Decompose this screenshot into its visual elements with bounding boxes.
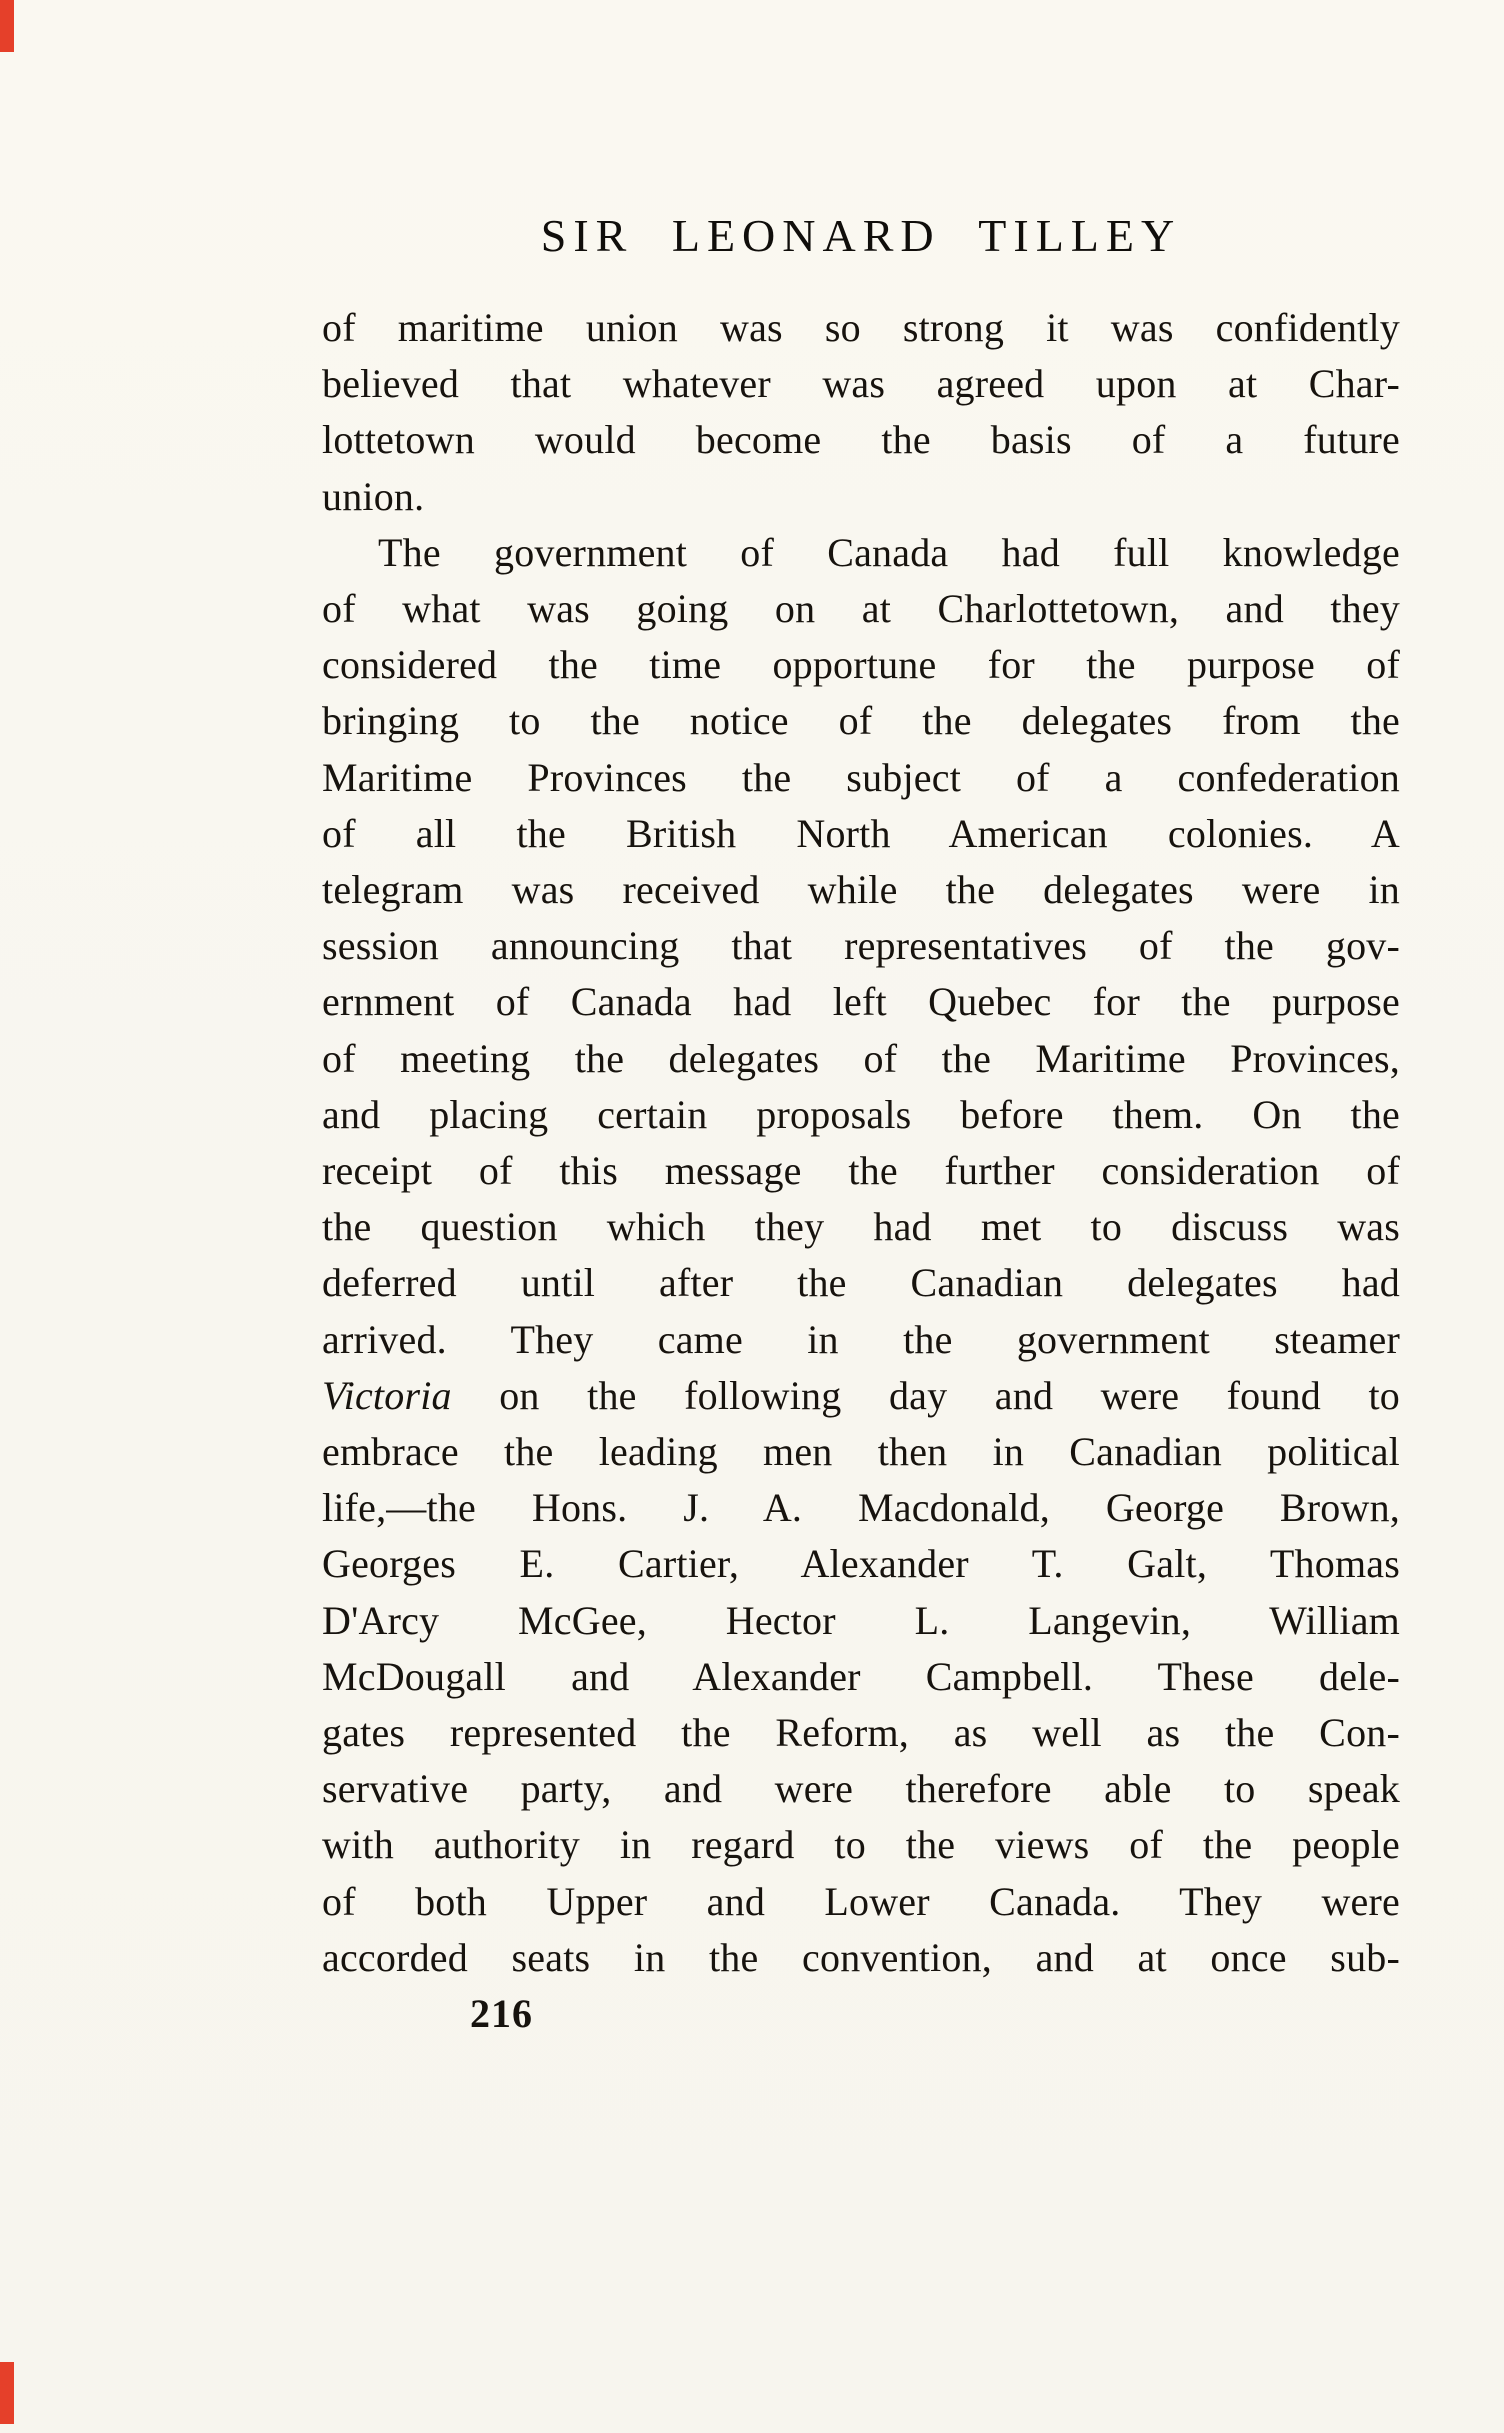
text-line: of meeting the delegates of the Maritime Provinces, xyxy=(322,1035,1400,1081)
text-line: receipt of this message the further consideration of xyxy=(322,1148,1400,1194)
text-line: and placing certain proposals before them. On the xyxy=(322,1091,1400,1137)
text-line-paragraph-end: union. xyxy=(322,473,425,519)
text-line: McDougall and Alexander Campbell. These dele- xyxy=(322,1653,1400,1699)
text-line: embrace the leading men then in Canadian political xyxy=(322,1429,1400,1475)
text-line: of all the British North American colonies. A xyxy=(322,810,1400,856)
text-line-with-italic xyxy=(322,1368,1400,1424)
text-line: of both Upper and Lower Canada. They were xyxy=(322,1878,1400,1924)
text-line: D'Arcy McGee, Hector L. Langevin, William xyxy=(322,1597,1400,1643)
text-line: of maritime union was so strong it was confidently xyxy=(322,305,1400,350)
text-line: believed that whatever was agreed upon at Char- xyxy=(322,361,1400,407)
text-line: bringing to the notice of the delegates from the xyxy=(322,698,1400,744)
page-header: SIR LEONARD TILLEY xyxy=(540,210,1182,261)
text-line: session announcing that representatives of the gov- xyxy=(322,923,1400,969)
italic-word-victoria: Victoria xyxy=(322,1372,452,1418)
scan-artifact-bottom-left xyxy=(0,2362,14,2424)
text-line: life,—the Hons. J. A. Macdonald, George Brown, xyxy=(322,1485,1400,1531)
scan-artifact-top-left xyxy=(0,0,14,52)
text-line-continuation: on the following day and were found to xyxy=(451,1372,1400,1418)
text-line: with authority in regard to the views of the people xyxy=(322,1822,1400,1868)
text-line: lottetown would become the basis of a future xyxy=(322,417,1400,463)
text-line: ernment of Canada had left Quebec for the purpose xyxy=(322,979,1400,1025)
text-line: considered the time opportune for the purpose of xyxy=(322,642,1400,688)
text-line: Maritime Provinces the subject of a confederation xyxy=(322,754,1400,800)
text-line: Georges E. Cartier, Alexander T. Galt, Thomas xyxy=(322,1541,1400,1587)
text-line: telegram was received while the delegates were in xyxy=(322,867,1400,913)
page-number: 216 xyxy=(470,1991,533,2037)
text-line: the question which they had met to discuss was xyxy=(322,1204,1400,1250)
text-line: gates represented the Reform, as well as the Con- xyxy=(322,1710,1400,1756)
text-line: servative party, and were therefore able to speak xyxy=(322,1766,1400,1812)
text-line: arrived. They came in the government steamer xyxy=(322,1316,1400,1362)
text-line: of what was going on at Charlottetown, and they xyxy=(322,586,1400,632)
text-line-paragraph-start: The government of Canada had full knowledge xyxy=(378,529,1400,575)
text-line: deferred until after the Canadian delegates had xyxy=(322,1260,1400,1306)
page-text-block xyxy=(322,208,1400,2042)
text-line: accorded seats in the convention, and at once sub- xyxy=(322,1934,1400,1980)
